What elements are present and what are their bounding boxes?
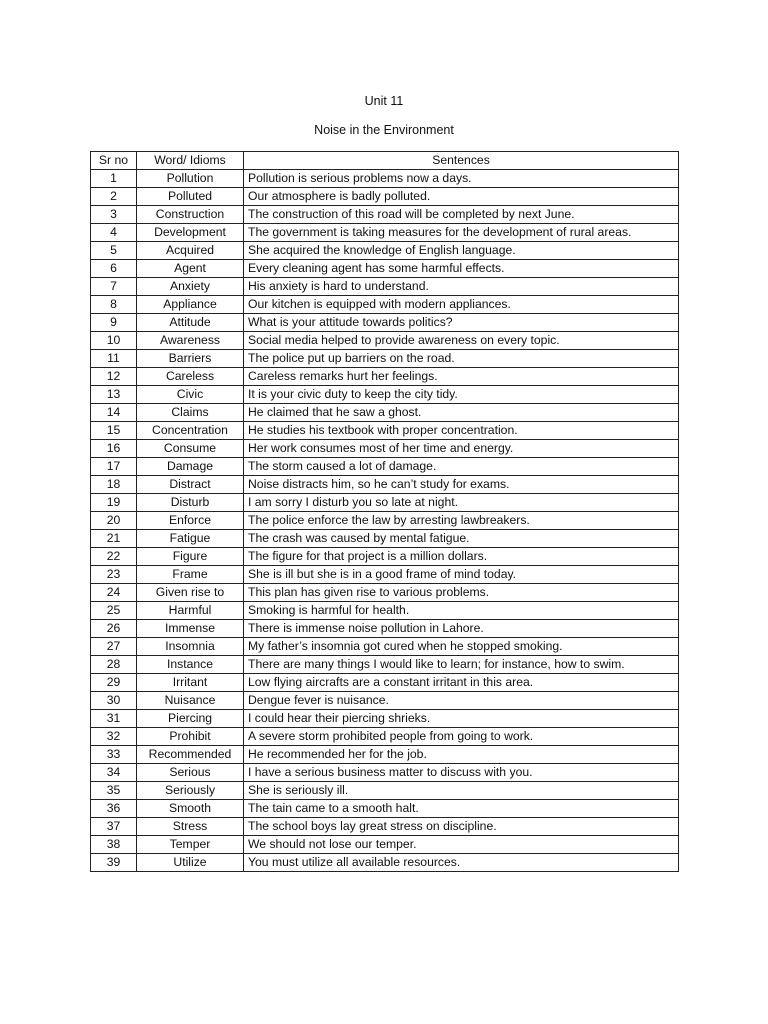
row-word: Construction: [137, 206, 244, 224]
row-sr-number: 14: [91, 404, 137, 422]
row-sentence: A severe storm prohibited people from going to work.: [244, 728, 679, 746]
table-row: [91, 656, 679, 674]
row-sentence: He recommended her for the job.: [244, 746, 679, 764]
table-row: [91, 728, 679, 746]
table-row: [91, 458, 679, 476]
table-row: [91, 494, 679, 512]
row-word: Harmful: [137, 602, 244, 620]
row-sr-number: 21: [91, 530, 137, 548]
table-row: [91, 512, 679, 530]
row-sr-number: 20: [91, 512, 137, 530]
row-sentence: The crash was caused by mental fatigue.: [244, 530, 679, 548]
table-row: [91, 674, 679, 692]
row-sr-number: 32: [91, 728, 137, 746]
table-row: [91, 692, 679, 710]
row-word: Enforce: [137, 512, 244, 530]
table-row: [91, 746, 679, 764]
row-word: Consume: [137, 440, 244, 458]
row-sentence: There is immense noise pollution in Lahore.: [244, 620, 679, 638]
row-sr-number: 5: [91, 242, 137, 260]
row-sr-number: 2: [91, 188, 137, 206]
table-row: [91, 764, 679, 782]
table-row: [91, 386, 679, 404]
row-word: Frame: [137, 566, 244, 584]
table-row: [91, 278, 679, 296]
row-word: Claims: [137, 404, 244, 422]
table-header: [91, 152, 679, 170]
row-sentence: The school boys lay great stress on discipline.: [244, 818, 679, 836]
row-word: Figure: [137, 548, 244, 566]
row-word: Prohibit: [137, 728, 244, 746]
row-sentence: The construction of this road will be completed by next June.: [244, 206, 679, 224]
table-row: [91, 260, 679, 278]
row-word: Development: [137, 224, 244, 242]
row-sr-number: 27: [91, 638, 137, 656]
row-sr-number: 3: [91, 206, 137, 224]
row-sr-number: 24: [91, 584, 137, 602]
row-word: Recommended: [137, 746, 244, 764]
row-word: Acquired: [137, 242, 244, 260]
row-word: Concentration: [137, 422, 244, 440]
row-word: Given rise to: [137, 584, 244, 602]
vocabulary-table: [90, 151, 679, 872]
row-word: Smooth: [137, 800, 244, 818]
row-sr-number: 4: [91, 224, 137, 242]
row-sr-number: 1: [91, 170, 137, 188]
row-sentence: I am sorry I disturb you so late at night.: [244, 494, 679, 512]
row-word: Nuisance: [137, 692, 244, 710]
row-sr-number: 10: [91, 332, 137, 350]
row-word: Insomnia: [137, 638, 244, 656]
row-word: Barriers: [137, 350, 244, 368]
table-row: [91, 314, 679, 332]
row-word: Pollution: [137, 170, 244, 188]
table-row: [91, 602, 679, 620]
table-row: [91, 188, 679, 206]
table-row: [91, 350, 679, 368]
topic-title: Noise in the Environment: [314, 123, 454, 137]
table-row: [91, 206, 679, 224]
table-row: [91, 548, 679, 566]
row-sentence: Careless remarks hurt her feelings.: [244, 368, 679, 386]
row-sentence: His anxiety is hard to understand.: [244, 278, 679, 296]
row-sentence: Social media helped to provide awareness on every topic.: [244, 332, 679, 350]
row-word: Civic: [137, 386, 244, 404]
table-row: [91, 638, 679, 656]
row-word: Agent: [137, 260, 244, 278]
row-sentence: Our kitchen is equipped with modern appliances.: [244, 296, 679, 314]
row-sentence: Her work consumes most of her time and energy.: [244, 440, 679, 458]
row-word: Careless: [137, 368, 244, 386]
row-sentence: The storm caused a lot of damage.: [244, 458, 679, 476]
row-sr-number: 15: [91, 422, 137, 440]
row-word: Appliance: [137, 296, 244, 314]
table-row: [91, 818, 679, 836]
row-sr-number: 34: [91, 764, 137, 782]
row-sr-number: 38: [91, 836, 137, 854]
table-row: [91, 710, 679, 728]
row-word: Piercing: [137, 710, 244, 728]
row-sr-number: 29: [91, 674, 137, 692]
row-sentence: There are many things I would like to learn; for instance, how to swim.: [244, 656, 679, 674]
unit-title: Unit 11: [364, 94, 404, 108]
row-word: Fatigue: [137, 530, 244, 548]
row-sr-number: 30: [91, 692, 137, 710]
row-sentence: I could hear their piercing shrieks.: [244, 710, 679, 728]
row-sr-number: 36: [91, 800, 137, 818]
table-row: [91, 296, 679, 314]
header-sentences: Sentences: [244, 152, 679, 170]
table-row: [91, 854, 679, 872]
row-sr-number: 16: [91, 440, 137, 458]
table-row: [91, 476, 679, 494]
row-sr-number: 12: [91, 368, 137, 386]
row-word: Stress: [137, 818, 244, 836]
header-row: [91, 152, 679, 170]
row-sentence: It is your civic duty to keep the city tidy.: [244, 386, 679, 404]
row-sr-number: 11: [91, 350, 137, 368]
row-sentence: Pollution is serious problems now a days.: [244, 170, 679, 188]
row-sr-number: 6: [91, 260, 137, 278]
row-word: Temper: [137, 836, 244, 854]
row-sr-number: 13: [91, 386, 137, 404]
table-row: [91, 368, 679, 386]
row-word: Damage: [137, 458, 244, 476]
row-sentence: Every cleaning agent has some harmful effects.: [244, 260, 679, 278]
table-body: [91, 170, 679, 872]
table-row: [91, 782, 679, 800]
table-row: [91, 224, 679, 242]
table-row: [91, 440, 679, 458]
header-word-idioms: Word/ Idioms: [137, 152, 244, 170]
row-sentence: He studies his textbook with proper concentration.: [244, 422, 679, 440]
row-sentence: I have a serious business matter to discuss with you.: [244, 764, 679, 782]
table-row: [91, 242, 679, 260]
table-row: [91, 620, 679, 638]
row-sentence: He claimed that he saw a ghost.: [244, 404, 679, 422]
table-row: [91, 404, 679, 422]
row-word: Serious: [137, 764, 244, 782]
row-word: Irritant: [137, 674, 244, 692]
row-sentence: The figure for that project is a million dollars.: [244, 548, 679, 566]
row-word: Immense: [137, 620, 244, 638]
row-sr-number: 18: [91, 476, 137, 494]
row-sentence: The police enforce the law by arresting lawbreakers.: [244, 512, 679, 530]
row-word: Seriously: [137, 782, 244, 800]
row-sr-number: 19: [91, 494, 137, 512]
row-sentence: Noise distracts him, so he can’t study for exams.: [244, 476, 679, 494]
row-sentence: Dengue fever is nuisance.: [244, 692, 679, 710]
row-sentence: My father’s insomnia got cured when he stopped smoking.: [244, 638, 679, 656]
row-sr-number: 33: [91, 746, 137, 764]
row-word: Anxiety: [137, 278, 244, 296]
row-sentence: The tain came to a smooth halt.: [244, 800, 679, 818]
row-word: Instance: [137, 656, 244, 674]
table-row: [91, 836, 679, 854]
row-sr-number: 9: [91, 314, 137, 332]
row-word: Utilize: [137, 854, 244, 872]
row-sentence: What is your attitude towards politics?: [244, 314, 679, 332]
table-row: [91, 170, 679, 188]
row-word: Awareness: [137, 332, 244, 350]
table-row: [91, 422, 679, 440]
row-sentence: You must utilize all available resources.: [244, 854, 679, 872]
row-sentence: She is seriously ill.: [244, 782, 679, 800]
row-sentence: We should not lose our temper.: [244, 836, 679, 854]
row-word: Disturb: [137, 494, 244, 512]
row-sentence: Smoking is harmful for health.: [244, 602, 679, 620]
row-sr-number: 17: [91, 458, 137, 476]
row-sr-number: 7: [91, 278, 137, 296]
table-row: [91, 332, 679, 350]
row-sentence: Our atmosphere is badly polluted.: [244, 188, 679, 206]
table-row: [91, 584, 679, 602]
row-word: Attitude: [137, 314, 244, 332]
row-sentence: She is ill but she is in a good frame of mind today.: [244, 566, 679, 584]
row-sentence: Low flying aircrafts are a constant irritant in this area.: [244, 674, 679, 692]
row-sr-number: 35: [91, 782, 137, 800]
row-sr-number: 25: [91, 602, 137, 620]
row-sr-number: 31: [91, 710, 137, 728]
row-sentence: She acquired the knowledge of English language.: [244, 242, 679, 260]
row-sentence: This plan has given rise to various problems.: [244, 584, 679, 602]
row-sr-number: 26: [91, 620, 137, 638]
row-sr-number: 28: [91, 656, 137, 674]
row-sr-number: 22: [91, 548, 137, 566]
row-word: Polluted: [137, 188, 244, 206]
header-sr-no: Sr no: [91, 152, 137, 170]
row-word: Distract: [137, 476, 244, 494]
table-row: [91, 530, 679, 548]
row-sr-number: 8: [91, 296, 137, 314]
row-sr-number: 23: [91, 566, 137, 584]
table-row: [91, 566, 679, 584]
row-sr-number: 37: [91, 818, 137, 836]
table-row: [91, 800, 679, 818]
row-sentence: The government is taking measures for the development of rural areas.: [244, 224, 679, 242]
row-sentence: The police put up barriers on the road.: [244, 350, 679, 368]
row-sr-number: 39: [91, 854, 137, 872]
